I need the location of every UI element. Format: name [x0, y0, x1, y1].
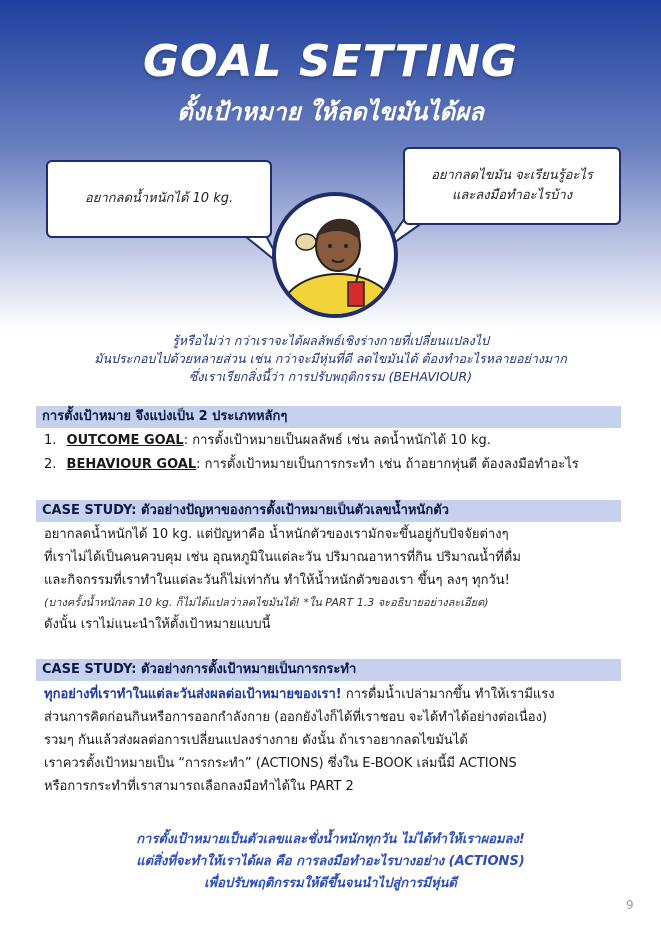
- goal-type-desc: : การตั้งเป้าหมายเป็นผลลัพธ์ เช่น ลดน้ำหนักได้ 10 kg.: [183, 433, 491, 448]
- case-study-1-heading: CASE STUDY: ตัวอย่างปัญหาของการตั้งเป้าหมายเป็นตัวเลขน้ำหนักตัว: [36, 500, 621, 522]
- intro-line-3: ซึ่งเราเรียกสิ่งนี้ว่า การปรับพฤติกรรม (BEHAVIOUR): [188, 369, 473, 384]
- case-study-1-line-2: ที่เราไม่ได้เป็นคนควบคุม เช่น อุณหภูมิในแต่ละวัน ปริมาณอาหารที่กิน ปริมาณน้ำที่ดื่ม: [44, 550, 521, 565]
- case-study-2-line-3: รวมๆ กันแล้วส่งผลต่อการเปลี่ยนแปลงร่างกาย ดังนั้น ถ้าเราอยากลดไขมันได้: [44, 733, 468, 748]
- case-study-2-heading: CASE STUDY: ตัวอย่างการตั้งเป้าหมายเป็นการกระทำ: [36, 659, 621, 681]
- case-study-1-note: (บางครั้งน้ำหนักลด 10 kg. ก็ไม่ได้แปลว่าลดไขมันได้! *ใน PART 1.3 จะอธิบายอย่างละเอียด): [44, 596, 489, 609]
- case-study-2-line-1: [44, 684, 555, 706]
- intro-line-2: มันประกอบไปด้วยหลายส่วน เช่น กว่าจะมีหุ่นที่ดี ลดไขมันได้ ต้องทำอะไรหลายอย่างมาก: [94, 351, 567, 366]
- speech-bubble-right: [403, 147, 621, 225]
- goal-type-desc: : การตั้งเป้าหมายเป็นการกระทำ เช่น ถ้าอยากหุ่นดี ต้องลงมือทำอะไร: [196, 457, 579, 472]
- case-study-1-line-4: ดังนั้น เราไม่แนะนำให้ตั้งเป้าหมายแบบนี้: [44, 617, 271, 632]
- goal-type-number: 1.: [44, 433, 57, 448]
- case-study-1-line-3: และกิจกรรมที่เราทำในแต่ละวันก็ไม่เท่ากัน ทำให้น้ำหนักตัวของเรา ขึ้นๆ ลงๆ ทุกวัน!: [44, 573, 510, 588]
- goal-type-number: 2.: [44, 457, 57, 472]
- person-eating-illustration: [272, 192, 398, 318]
- speech-bubble-right-line2: และลงมือทำอะไรบ้าง: [451, 188, 573, 203]
- case-study-2-line-2: ส่วนการคิดก่อนกินหรือการออกกำลังกาย (ออกยังไงก็ได้ที่เราชอบ จะได้ทำได้อย่างต่อเนื่อง): [44, 710, 548, 725]
- goal-type-term: BEHAVIOUR GOAL: [66, 457, 197, 472]
- case-study-2-line-1-rest: การดื่มน้ำเปล่ามากขึ้น ทำให้เรามีแรง: [341, 687, 555, 702]
- case-study-2-line-4: เราควรตั้งเป้าหมายเป็น “การกระทำ” (ACTIONS) ซึ่งใน E-BOOK เล่มนี้มี ACTIONS: [44, 756, 517, 771]
- page-subtitle: ตั้งเป้าหมาย ให้ลดไขมันได้ผล: [177, 98, 484, 126]
- page-title: GOAL SETTING: [142, 36, 519, 87]
- closing-statement: [30, 829, 631, 895]
- case-study-2-emphasis: ทุกอย่างที่เราทำในแต่ละวันส่งผลต่อเป้าหมายของเรา!: [44, 687, 342, 702]
- closing-line-3: เพื่อปรับพฤติกรรมให้ดีขึ้นจนนำไปสู่การมีหุ่นดี: [204, 876, 457, 891]
- speech-bubble-right-line1: อยากลดไขมัน จะเรียนรู้อะไร: [431, 168, 593, 183]
- page-number: 9: [626, 898, 634, 912]
- speech-bubble-left-text: อยากลดน้ำหนักได้ 10 kg.: [84, 191, 234, 206]
- case-study-1-line-1: อยากลดน้ำหนักได้ 10 kg. แต่ปัญหาคือ น้ำหนักตัวของเรามักจะขึ้นอยู่กับปัจจัยต่างๆ: [44, 527, 509, 542]
- closing-line-1: การตั้งเป้าหมายเป็นตัวเลขและชั่งน้ำหนักทุกวัน ไม่ได้ทำให้เราผอมลง!: [136, 832, 525, 847]
- closing-line-2: แต่สิ่งที่จะทำให้เราได้ผล คือ การลงมือทำอะไรบางอย่าง (ACTIONS): [136, 854, 525, 869]
- speech-bubble-left: [46, 160, 272, 238]
- goal-type-item-1: [44, 430, 491, 452]
- case-study-2-line-5: หรือการกระทำที่เราสามารถเลือกลงมือทำได้ใน PART 2: [44, 779, 354, 794]
- goal-type-term: OUTCOME GOAL: [66, 433, 184, 448]
- intro-line-1: รู้หรือไม่ว่า กว่าเราจะได้ผลลัพธ์เชิงร่างกายที่เปลี่ยนแปลงไป: [172, 333, 489, 348]
- intro-paragraph: [30, 332, 631, 386]
- goal-types-heading: การตั้งเป้าหมาย จึงแบ่งเป็น 2 ประเภทหลักๆ: [36, 406, 621, 428]
- goal-type-item-2: [44, 454, 579, 476]
